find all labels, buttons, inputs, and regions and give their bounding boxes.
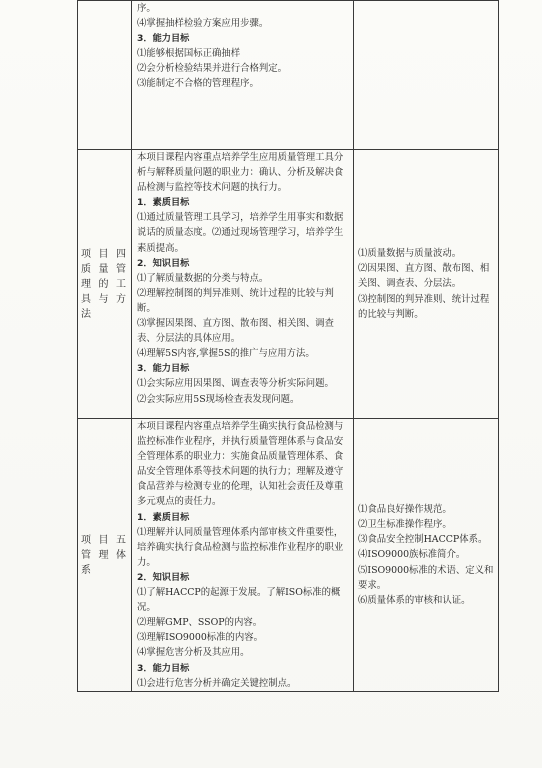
content-line: ⑴通过质量管理工具学习，培养学生用事实和数据说话的质量态度。⑵通过现场管理学习，培养学生素质提高。	[137, 212, 344, 254]
key-points-cell	[354, 1, 499, 150]
content-line: ⑴理解并认同质量管理体系内部审核文件重要性，培养确实执行食品检测与监控标准作业程序的职业力。	[137, 526, 344, 568]
section-heading: 3．能力目标	[137, 33, 190, 45]
key-point: ⑴食品良好操作规范。	[358, 504, 452, 516]
content-line: ⑵会分析检验结果并进行合格判定。	[137, 63, 288, 75]
content-line: ⑴了解HACCP的起源于发展。了解ISO标准的概况。	[137, 587, 341, 614]
content-intro: 本项目课程内容重点培养学生应用质量管理工具分析与解释质量问题的职业力：确认、分析及解决食品检测与监控等技术问题的执行力。	[137, 152, 344, 194]
key-points-cell	[354, 419, 499, 692]
content-intro: 本项目课程内容重点培养学生确实执行食品检测与监控标准作业程序，并执行质量管理体系与食品安全管理体系的职业力：实施食品质量管理体系、食品安全管理体系等技术问题的执行力；理解及遵守食品营养与检测专业的伦理，认知社会责任及尊重多元观点的责任力。	[137, 421, 344, 508]
section-heading: 3．能力目标	[137, 662, 190, 674]
content-line: ⑷掌握危害分析及其应用。	[137, 647, 250, 659]
section-heading: 2．知识目标	[137, 571, 190, 583]
project-cell: 项目四质量管理的工具与方法	[78, 150, 132, 419]
content-line: ⑶掌握因果图、直方图、散布图、相关图、调查表、分层法的具体应用。	[137, 318, 334, 345]
project-cell	[78, 1, 132, 150]
content-line: ⑶能制定不合格的管理程序。	[137, 78, 259, 90]
table-row	[78, 150, 499, 419]
section-heading: 3．能力目标	[137, 363, 190, 375]
content-line: ⑷掌握抽样检验方案应用步骤。	[137, 18, 269, 30]
content-line: ⑵理解控制图的判异准则、统计过程的比较与判断。	[137, 287, 334, 314]
table-row	[78, 1, 499, 150]
table-row	[78, 419, 499, 692]
key-points-cell	[354, 150, 499, 419]
content-line: ⑵会实际应用5S现场检查表发现问题。	[137, 393, 300, 405]
key-point: ⑶食品安全控制HACCP体系。	[358, 534, 488, 546]
content-line: ⑴能够根据国标正确抽样	[137, 48, 241, 60]
syllabus-table	[77, 0, 499, 692]
content-line: ⑵理解GMP、SSOP的内容。	[137, 617, 263, 629]
section-heading: 2．知识目标	[137, 257, 190, 269]
key-point: ⑷ISO9000族标准简介。	[358, 549, 466, 561]
content-line: ⑶理解ISO9000标准的内容。	[137, 632, 264, 644]
content-line: ⑴会进行危害分析并确定关键控制点。	[137, 677, 297, 689]
content-cell	[132, 1, 354, 150]
key-point: ⑶控制图的判异准则、统计过程的比较与判断。	[358, 293, 490, 320]
key-point: ⑸ISO9000标准的术语、定义和要求。	[358, 564, 494, 591]
section-heading: 1．素质目标	[137, 511, 190, 523]
content-cell	[132, 419, 354, 692]
key-point: ⑵因果图、直方图、散布图、相关图、调查表、分层法。	[358, 263, 490, 290]
section-heading: 1．素质目标	[137, 197, 190, 209]
content-line: ⑷理解5S内容,掌握5S的推广与应用方法。	[137, 348, 315, 360]
content-cell	[132, 150, 354, 419]
project-cell: 项目五管理体系	[78, 419, 132, 692]
key-point: ⑹质量体系的审核和认证。	[358, 594, 471, 606]
content-line: 序。	[137, 3, 156, 14]
key-point: ⑴质量数据与质量波动。	[358, 248, 462, 260]
content-line: ⑴了解质量数据的分类与特点。	[137, 272, 269, 284]
content-line: ⑴会实际应用因果图、调查表等分析实际问题。	[137, 378, 334, 390]
key-point: ⑵卫生标准操作程序。	[358, 519, 452, 531]
